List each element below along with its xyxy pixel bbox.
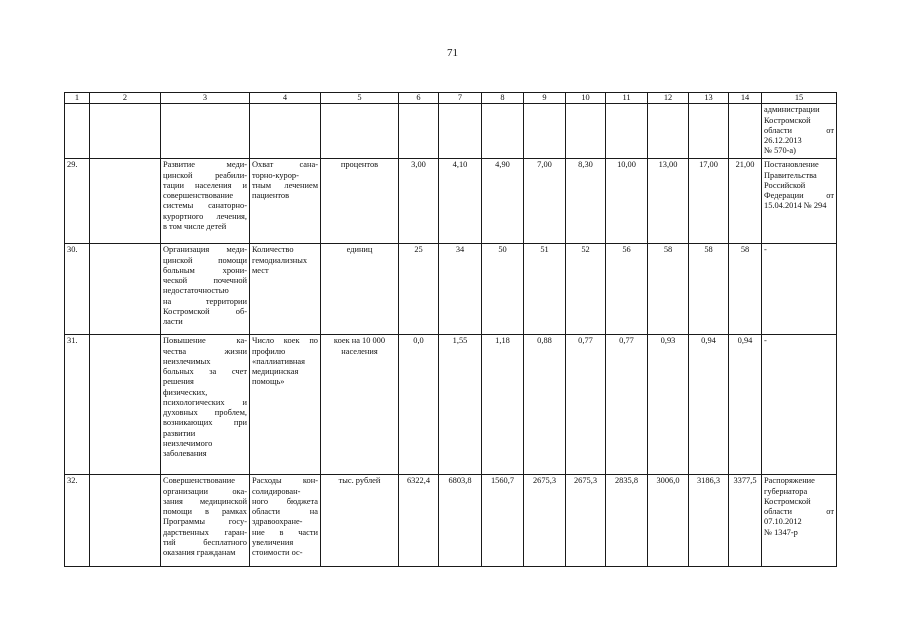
header-cell: 10	[566, 93, 606, 104]
header-cell: 7	[439, 93, 482, 104]
header-cell: 14	[729, 93, 762, 104]
value-cell: 2675,3	[524, 475, 566, 567]
value-cell: 0,77	[566, 335, 606, 475]
value-cell: 58	[648, 244, 689, 335]
unit-cell: коек на 10 000 населения	[321, 335, 399, 475]
value-cell: 25	[399, 244, 439, 335]
header-cell: 13	[689, 93, 729, 104]
table-row	[65, 244, 837, 335]
value-cell: 0,94	[729, 335, 762, 475]
section-cell	[90, 475, 161, 567]
value-cell: 34	[439, 244, 482, 335]
section-cell	[90, 335, 161, 475]
row-number-cell: 32.	[65, 475, 90, 567]
activity-cell	[161, 104, 250, 159]
value-cell	[482, 104, 524, 159]
activity-cell: Совершенствование организации ока- зания медицинской помощи в рамках Программы госу- дарственных гаран- тий бесплатного оказания гражданам	[161, 475, 250, 567]
value-cell: 3186,3	[689, 475, 729, 567]
unit-cell: процентов	[321, 159, 399, 244]
value-cell	[648, 104, 689, 159]
row-number-cell: 31.	[65, 335, 90, 475]
value-cell: 56	[606, 244, 648, 335]
value-cell: 52	[566, 244, 606, 335]
row-number-cell: 30.	[65, 244, 90, 335]
data-table	[64, 92, 837, 567]
page-number: 71	[447, 47, 458, 59]
value-cell: 0,77	[606, 335, 648, 475]
value-cell: 4,90	[482, 159, 524, 244]
basis-document-cell: Распоряжение губернатора Костромской области от 07.10.2012 № 1347-р	[762, 475, 837, 567]
value-cell: 1,18	[482, 335, 524, 475]
indicator-cell: Расходы кон- солидирован- ного бюджета области на здравоохране- ние в части увеличения стоимости ос-	[250, 475, 321, 567]
value-cell: 0,94	[689, 335, 729, 475]
table-row	[65, 335, 837, 475]
value-cell	[566, 104, 606, 159]
header-cell: 3	[161, 93, 250, 104]
value-cell	[729, 104, 762, 159]
header-cell: 12	[648, 93, 689, 104]
value-cell	[439, 104, 482, 159]
value-cell: 17,00	[689, 159, 729, 244]
basis-document-cell: -	[762, 244, 837, 335]
value-cell: 58	[689, 244, 729, 335]
header-cell: 11	[606, 93, 648, 104]
unit-cell	[321, 104, 399, 159]
row-number-cell	[65, 104, 90, 159]
indicator-cell: Число коек по профилю «паллиативная медицинская помощь»	[250, 335, 321, 475]
basis-document-cell: Постановление Правительства Российской Федерации от 15.04.2014 № 294	[762, 159, 837, 244]
basis-document-cell: -	[762, 335, 837, 475]
indicator-cell: Охват сана- торно-курор- тным лечением пациентов	[250, 159, 321, 244]
indicator-cell	[250, 104, 321, 159]
section-cell	[90, 159, 161, 244]
header-cell: 15	[762, 93, 837, 104]
value-cell	[524, 104, 566, 159]
value-cell: 1560,7	[482, 475, 524, 567]
value-cell: 3006,0	[648, 475, 689, 567]
section-cell	[90, 244, 161, 335]
table-row	[65, 475, 837, 567]
value-cell: 1,55	[439, 335, 482, 475]
header-cell: 4	[250, 93, 321, 104]
activity-cell: Организация меди- цинской помощи больным хрони- ческой почечной недостаточностью на территории Костромской об- ласти	[161, 244, 250, 335]
value-cell: 6803,8	[439, 475, 482, 567]
table-body	[65, 104, 837, 567]
value-cell: 3377,5	[729, 475, 762, 567]
value-cell: 10,00	[606, 159, 648, 244]
value-cell: 3,00	[399, 159, 439, 244]
unit-cell: единиц	[321, 244, 399, 335]
value-cell: 7,00	[524, 159, 566, 244]
value-cell	[689, 104, 729, 159]
value-cell: 2835,8	[606, 475, 648, 567]
row-number-cell: 29.	[65, 159, 90, 244]
value-cell: 58	[729, 244, 762, 335]
value-cell: 0,0	[399, 335, 439, 475]
header-cell: 8	[482, 93, 524, 104]
value-cell: 6322,4	[399, 475, 439, 567]
header-cell: 1	[65, 93, 90, 104]
activity-cell: Развитие меди- цинской реабили- тации населения и совершенствование системы санаторно- курортного лечения, в том числе детей	[161, 159, 250, 244]
basis-document-cell: администрации Костромской области от 26.12.2013 № 570-а)	[762, 104, 837, 159]
value-cell	[399, 104, 439, 159]
header-cell: 5	[321, 93, 399, 104]
header-cell: 9	[524, 93, 566, 104]
header-row	[65, 93, 837, 104]
table-row	[65, 104, 837, 159]
value-cell	[606, 104, 648, 159]
value-cell: 51	[524, 244, 566, 335]
table-row	[65, 159, 837, 244]
unit-cell: тыс. рублей	[321, 475, 399, 567]
value-cell: 8,30	[566, 159, 606, 244]
value-cell: 2675,3	[566, 475, 606, 567]
value-cell: 4,10	[439, 159, 482, 244]
header-cell: 6	[399, 93, 439, 104]
indicator-cell: Количество гемодиализных мест	[250, 244, 321, 335]
value-cell: 13,00	[648, 159, 689, 244]
section-cell	[90, 104, 161, 159]
activity-cell: Повышение ка- чества жизни неизлечимых больных за счет решения физических, психологических и духовных проблем, возникающих при развитии неизлечимого заболевания	[161, 335, 250, 475]
value-cell: 0,93	[648, 335, 689, 475]
value-cell: 0,88	[524, 335, 566, 475]
header-cell: 2	[90, 93, 161, 104]
value-cell: 21,00	[729, 159, 762, 244]
value-cell: 50	[482, 244, 524, 335]
